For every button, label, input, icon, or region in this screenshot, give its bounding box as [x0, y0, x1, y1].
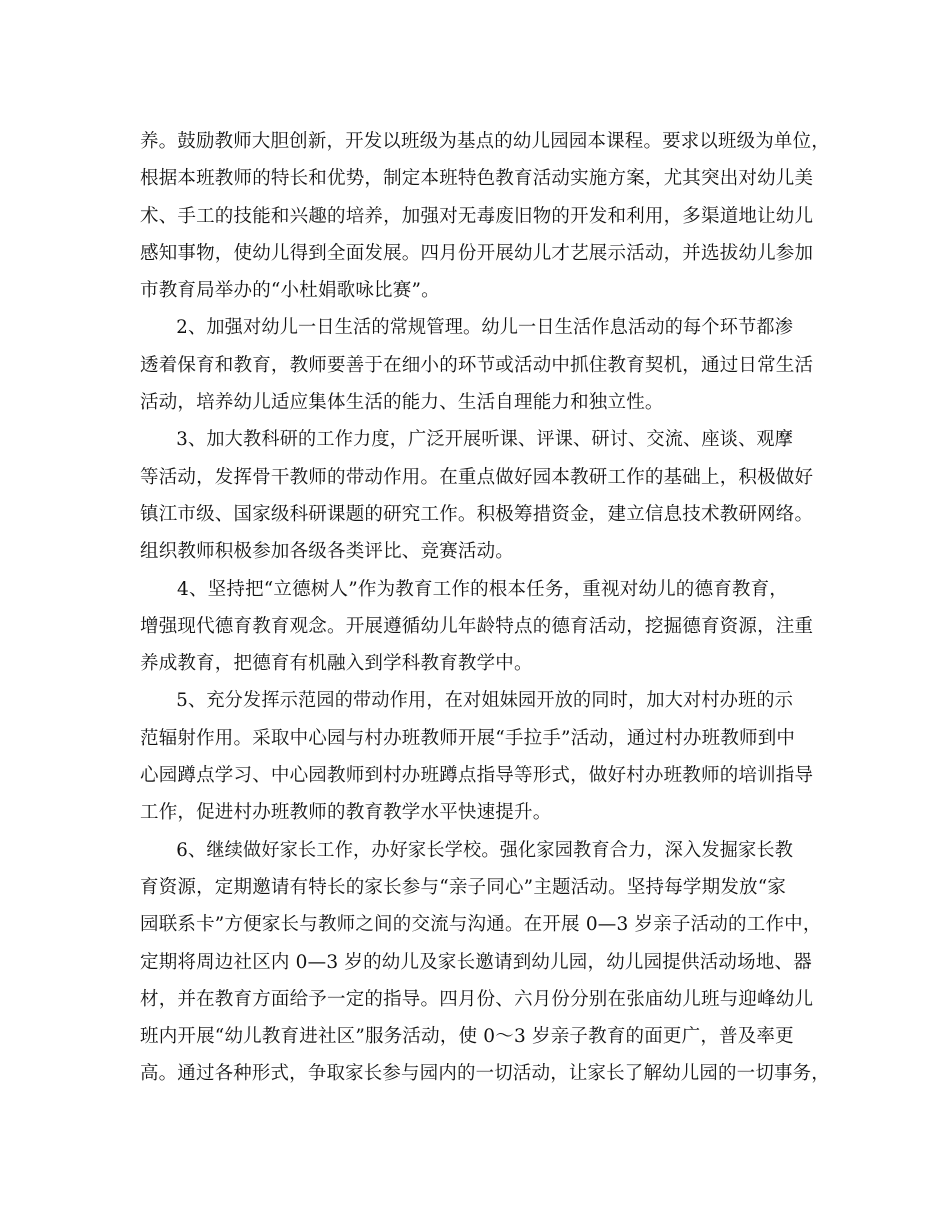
text-line: 养。鼓励教师大胆创新，开发以班级为基点的幼儿园园本课程。要求以班级为单位， [140, 131, 830, 152]
paragraph-first-line: 6、继续做好家长工作，办好家长学校。强化家园教育合力，深入发掘家长教 [176, 839, 794, 861]
text-line: 养成教育，把德育有机融入到学科教育教学中。 [140, 653, 533, 675]
text-line: 高。通过各种形式，争取家长参与园内的一切活动，让家长了解幼儿园的一切事务， [140, 1063, 830, 1085]
text-line: 园联系卡”方便家长与教师之间的交流与沟通。在开展 0—3 岁亲子活动的工作中， [140, 914, 822, 936]
text-line: 班内开展“幼儿教育进社区”服务活动，使 0～3 岁亲子教育的面更广，普及率更 [140, 1026, 794, 1048]
text-line: 定期将周边社区内 0—3 岁的幼儿及家长邀请到幼儿园，幼儿园提供活动场地、器 [140, 951, 812, 973]
text-line: 活动，培养幼儿适应集体生活的能力、生活自理能力和独立性。 [140, 392, 664, 414]
text-line: 组织教师积极参加各级各类评比、竞赛活动。 [140, 541, 515, 563]
text-line: 镇江市级、国家级科研课题的研究工作。积极筹措资金，建立信息技术教研网络。 [140, 503, 814, 525]
text-line: 市教育局举办的“小杜娟歌咏比赛”。 [140, 280, 440, 302]
text-line: 育资源，定期邀请有特长的家长参与“亲子同心”主题活动。坚持每学期发放“家 [140, 876, 787, 898]
text-line: 等活动，发挥骨干教师的带动作用。在重点做好园本教研工作的基础上，积极做好 [140, 466, 814, 488]
paragraph-first-line: 2、加强对幼儿一日生活的常规管理。幼儿一日生活作息活动的每个环节都渗 [176, 317, 794, 339]
text-line: 心园蹲点学习、中心园教师到村办班蹲点指导等形式，做好村办班教师的培训指导 [140, 765, 814, 787]
document-body [140, 123, 830, 1093]
paragraph-first-line: 5、充分发挥示范园的带动作用，在对姐妹园开放的同时，加大对村办班的示 [176, 690, 794, 712]
text-line: 材，并在教育方面给予一定的指导。四月份、六月份分别在张庙幼儿班与迎峰幼儿 [140, 988, 814, 1010]
paragraph-first-line: 3、加大教科研的工作力度，广泛开展听课、评课、研讨、交流、座谈、观摩 [176, 429, 794, 451]
text-line: 工作，促进村办班教师的教育教学水平快速提升。 [140, 802, 552, 824]
paragraph-first-line: 4、坚持把“立德树人”作为教育工作的根本任务，重视对幼儿的德育教育， [177, 578, 788, 600]
text-line: 根据本班教师的特长和优势，制定本班特色教育活动实施方案，尤其突出对幼儿美 [140, 168, 814, 190]
text-line: 增强现代德育教育观念。开展遵循幼儿年龄特点的德育活动，挖掘德育资源，注重 [140, 615, 814, 637]
text-line: 术、手工的技能和兴趣的培养，加强对无毒废旧物的开发和利用，多渠道地让幼儿 [140, 205, 814, 227]
text-line: 透着保育和教育，教师要善于在细小的环节或活动中抓住教育契机，通过日常生活 [140, 354, 814, 376]
text-line: 感知事物，使幼儿得到全面发展。四月份开展幼儿才艺展示活动，并选拔幼儿参加 [140, 242, 814, 264]
text-line: 范辐射作用。采取中心园与村办班教师开展“手拉手”活动，通过村办班教师到中 [140, 727, 796, 749]
